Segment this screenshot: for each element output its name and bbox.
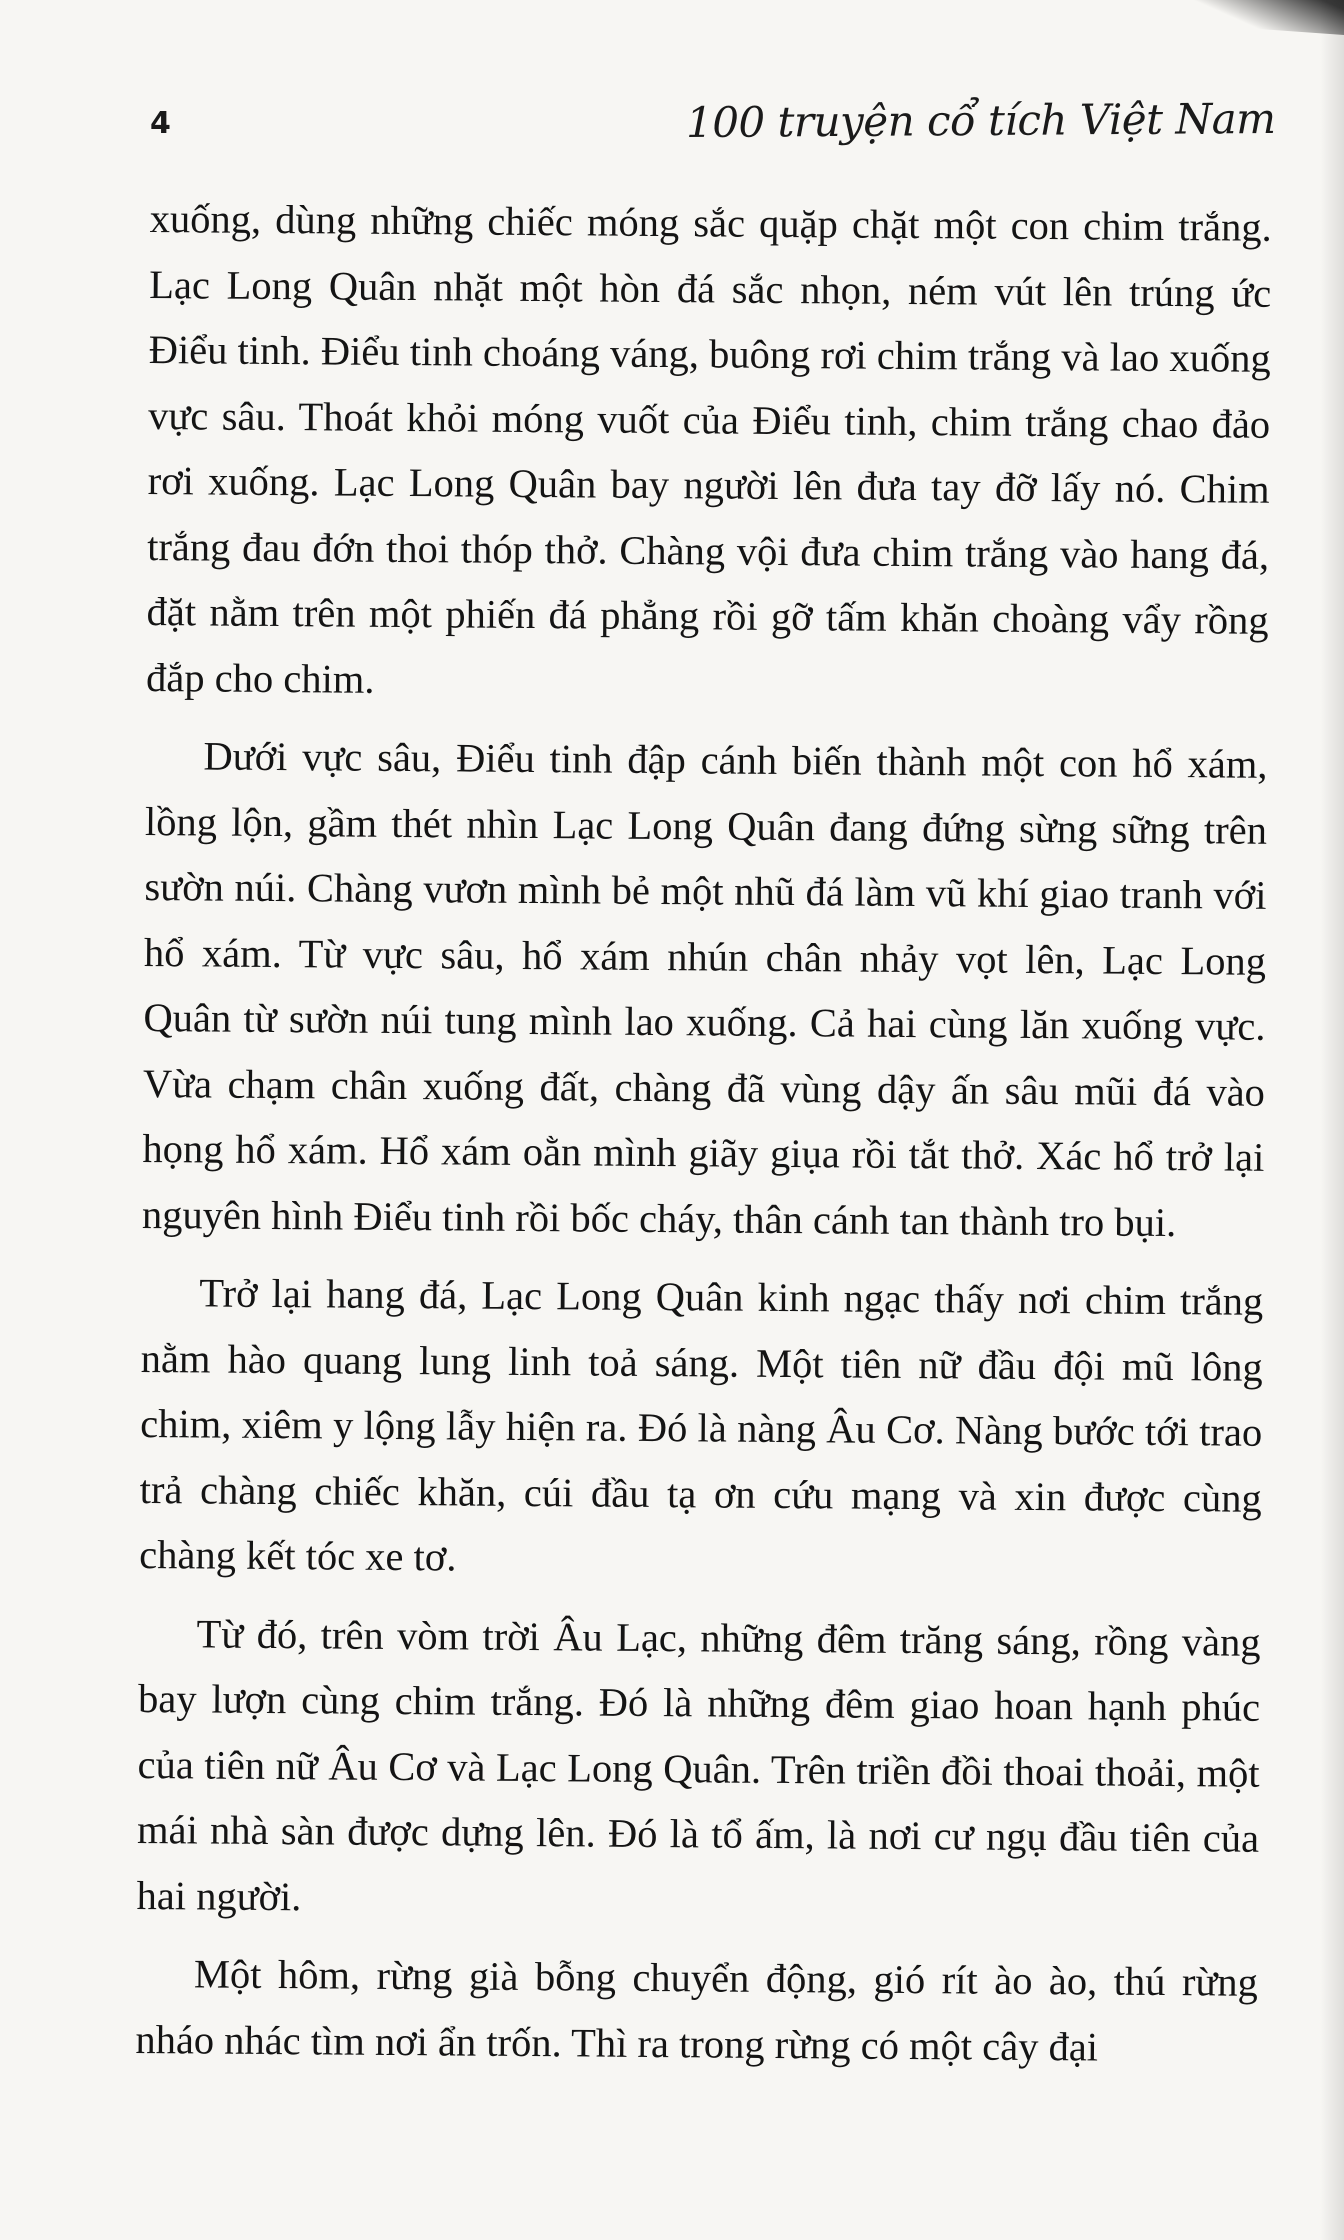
page-header — [0, 92, 1344, 162]
page-edge-shadow — [1320, 0, 1344, 2240]
paragraph-1: xuống, dùng những chiếc móng sắc quặp chặt một con chim trắng. Lạc Long Quân nhặt một hòn đá sắc nhọn, ném vút lên trúng ức Điểu tinh. Điểu tinh choáng váng, buông rơi chim trắng và lao xuống vực sâu. Thoát khỏi móng vuốt của Điểu tinh, chim trắng chao đảo rơi xuống. Lạc Long Quân bay người lên đưa tay đỡ lấy nó. Chim trắng đau đớn thoi thóp thở. Chàng vội đưa chim trắng vào hang đá, đặt nằm trên một phiến đá phẳng rồi gỡ tấm khăn choàng vẩy rồng đắp cho chim. — [145, 195, 1272, 702]
paragraph-3: Trở lại hang đá, Lạc Long Quân kinh ngạc thấy nơi chim trắng nằm hào quang lung linh toả sáng. Một tiên nữ đầu đội mũ lông chim, xiêm y lộng lẫy hiện ra. Đó là nàng Âu Cơ. Nàng bước tới trao trả chàng chiếc khăn, cúi đầu tạ ơn cứu mạng và xin được cùng chàng kết tóc xe tơ. — [139, 1270, 1264, 1580]
paragraph-5: Một hôm, rừng già bỗng chuyển động, gió rít ào ào, thú rừng nháo nhác tìm nơi ẩn trốn. Thì ra trong rừng có một cây đại — [135, 1951, 1259, 2070]
body-text — [135, 186, 1272, 2094]
page-corner-shadow — [1162, 0, 1344, 38]
paragraph-2: Dưới vực sâu, Điểu tinh đập cánh biến thành một con hổ xám, lồng lộn, gầm thét nhìn Lạc Long Quân đang đứng sừng sững trên sườn núi. Chàng vươn mình bẻ một nhũ đá làm vũ khí giao tranh với hổ xám. Từ vực sâu, hổ xám nhún chân nhảy vọt lên, Lạc Long Quân từ sườn núi tung mình lao xuống. Cả hai cùng lăn xuống vực. Vừa chạm chân xuống đất, chàng đã vùng dậy ấn sâu mũi đá vào họng hổ xám. Hổ xám oằn mình giãy giụa rồi tắt thở. Xác hổ trở lại nguyên hình Điểu tinh rồi bốc cháy, thân cánh tan thành tro bụi. — [141, 733, 1268, 1245]
paragraph-4: Từ đó, trên vòm trời Âu Lạc, những đêm trăng sáng, rồng vàng bay lượn cùng chim trắng. Đó là những đêm giao hoan hạnh phúc của tiên nữ Âu Cơ và Lạc Long Quân. Trên triền đồi thoai thoải, một mái nhà sàn được dựng lên. Đó là tổ ấm, là nơi cư ngụ đầu tiên của hai người. — [136, 1610, 1261, 1919]
page-number: 4 — [150, 106, 171, 141]
running-title: 100 truyện cổ tích Việt Nam — [686, 93, 1277, 148]
